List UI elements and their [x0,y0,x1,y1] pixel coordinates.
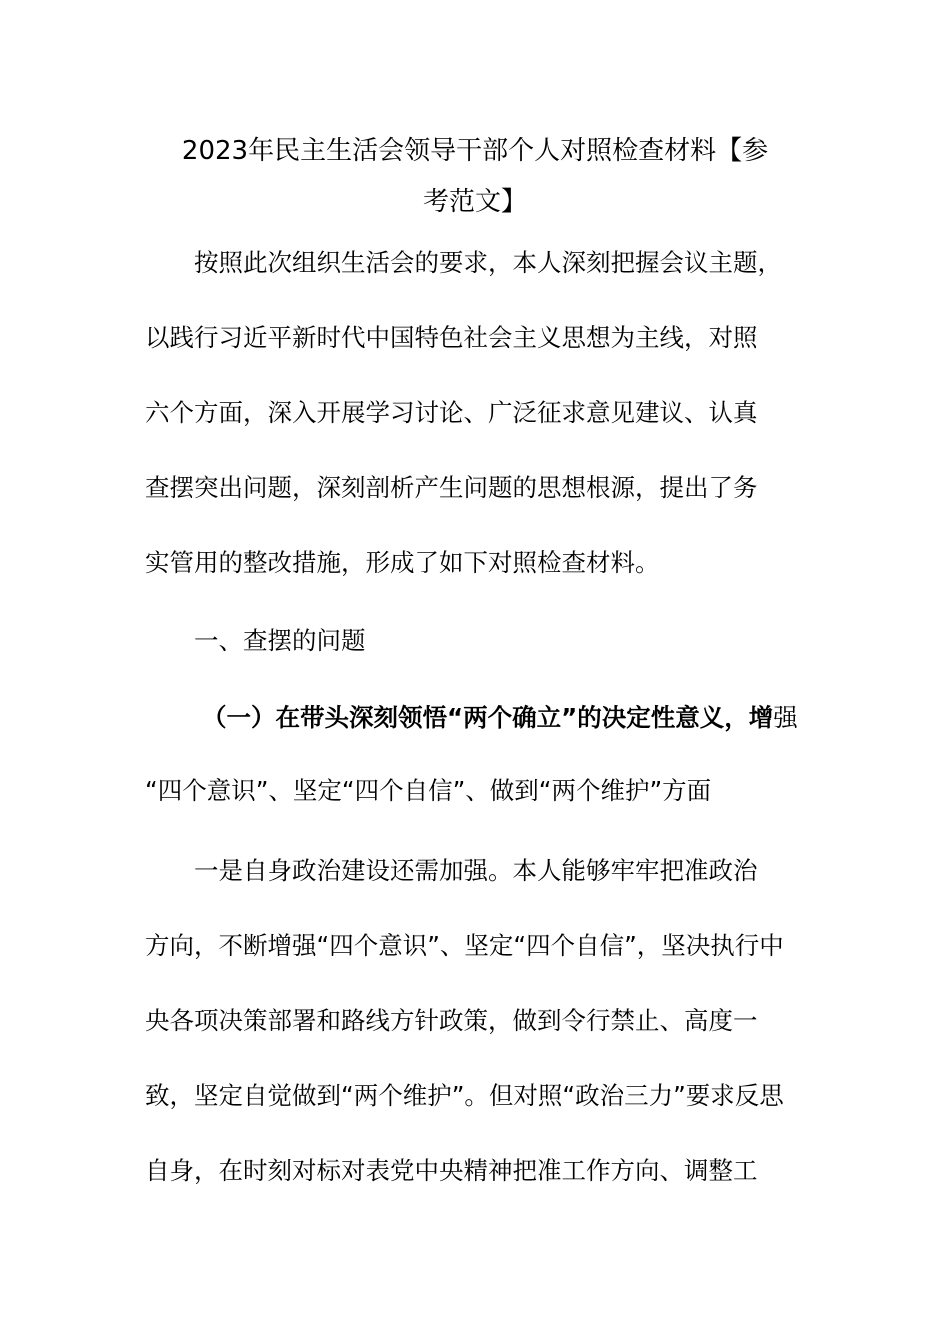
body-paragraph-line: 一是自身政治建设还需加强。本人能够牢牢把准政治 [194,856,758,885]
subsection-heading-line-1 [202,701,892,735]
document-title-line-2: 考范文】 [422,187,527,217]
intro-paragraph-line: 按照此次组织生活会的要求，本人深刻把握会议主题， [194,248,782,277]
body-paragraph-line: 方向，不断增强“四个意识”、坚定“四个自信”，坚决执行中 [145,931,784,960]
subsection-heading-line-2: “四个意识”、坚定“四个自信”、做到“两个维护”方面 [145,776,712,805]
body-paragraph-line: 自身，在时刻对标对表党中央精神把准工作方向、调整工 [145,1156,758,1185]
body-paragraph-line: 央各项决策部署和路线方针政策，做到令行禁止、高度一 [145,1006,758,1035]
intro-paragraph-line: 查摆突出问题，深刻剖析产生问题的思想根源，提出了务 [145,473,758,502]
document-title-line-1: 2023年民主生活会领导干部个人对照检查材料【参 [181,136,769,166]
subsection-heading-bold: （一）在带头深刻领悟“两个确立”的决定性意义，增 [202,703,774,732]
subsection-heading-normal: 强 [773,703,798,732]
intro-paragraph-line: 以践行习近平新时代中国特色社会主义思想为主线，对照 [145,323,758,352]
intro-paragraph-line: 实管用的整改措施，形成了如下对照检查材料。 [145,548,660,577]
section-heading: 一、查摆的问题 [194,626,366,655]
intro-paragraph-line: 六个方面，深入开展学习讨论、广泛征求意见建议、认真 [145,398,758,427]
body-paragraph-line: 致，坚定自觉做到“两个维护”。但对照“政治三力”要求反思 [145,1081,784,1110]
